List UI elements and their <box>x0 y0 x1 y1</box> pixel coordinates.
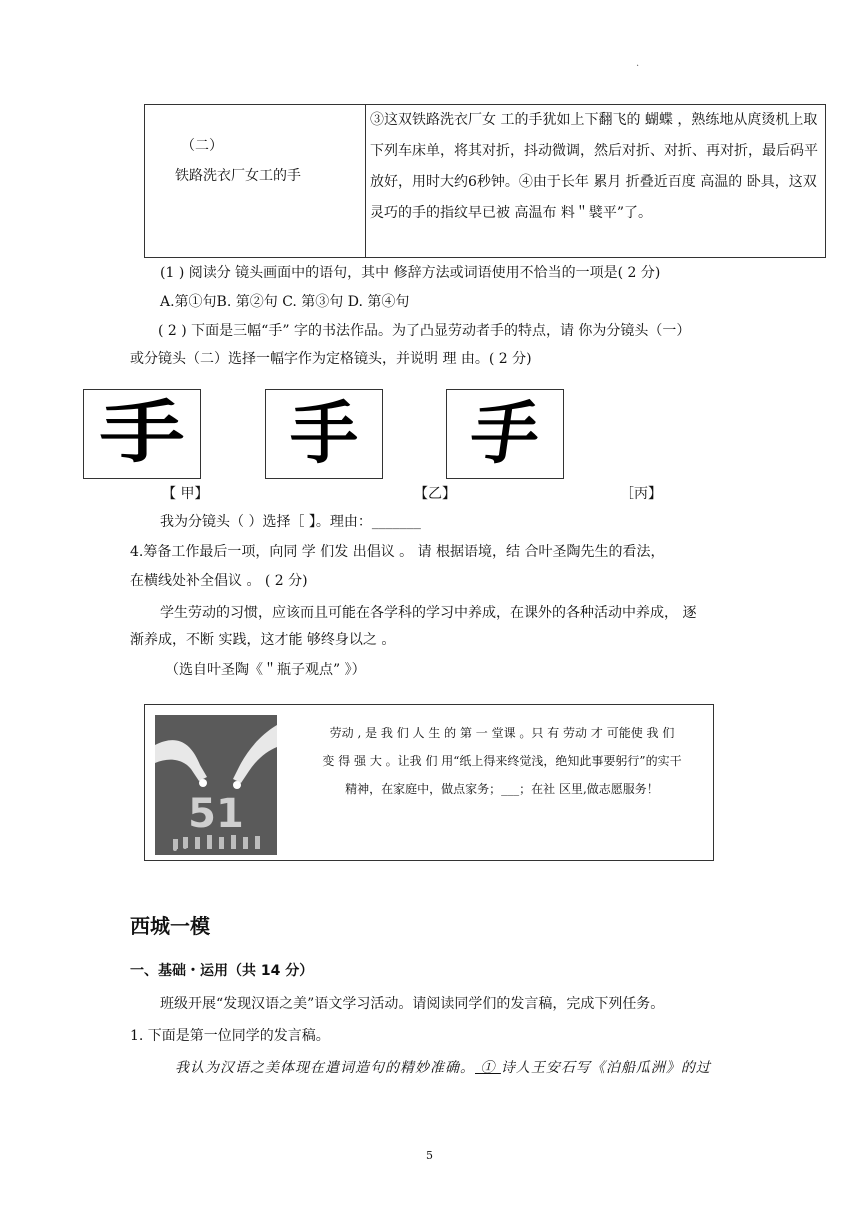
labor-day-image <box>155 715 277 855</box>
question-2-line1: ( 2 ) 下面是三幅“手” 字的书法作品。为了凸显劳动者手的特点，请 你为分镜头（一） <box>158 323 691 339</box>
calligraphy-glyph-b: 手 <box>289 394 358 474</box>
poster-box <box>144 704 714 861</box>
speech-before: 我认为汉语之美体现在遣词造句的精妙准确。 <box>175 1060 475 1076</box>
table-divider <box>365 105 366 257</box>
speech-after: 诗人王安石写《泊船瓜洲》的过 <box>500 1060 711 1076</box>
question-4-line1: 4.筹备工作最后一项，向同 学 们发 出倡议 。 请 根据语境，结 合叶圣陶先生的看法， <box>130 544 665 560</box>
question-2-line2: 或分镜头（二）选择一幅字作为定格镜头，并说明 理 由。( 2 分) <box>130 351 532 367</box>
quote-source: （选自叶圣陶《＂瓶子观点” 》） <box>165 662 366 678</box>
section-subtitle: 一、基础・运用（共 14 分） <box>130 963 314 979</box>
question-4-line2: 在横线处补全倡议 。 ( 2 分) <box>130 573 308 589</box>
speech-text <box>175 1058 711 1078</box>
poster-text-line3: 精神，在家庭中，做点家务；___；在社 区里,做志愿服务！ <box>345 782 659 796</box>
poster-text-line2: 变 得 强 大 。让我 们 用“纸上得来终觉浅，绝知此事要躬行”的实干 <box>322 754 682 768</box>
table-right-text: ③这双铁路洗衣厂女 工的手犹如上下翻飞的 蝴蝶 ，熟练地从庹烫机上取下列车床单，将其对折，抖动微调，然后对折、对折、再对折，最后码平放好，用时大约6秒钟。④由于长年 累月 折叠近百度 高温的 卧具，这双灵巧的手的指纹早已被 高温布 料＂襞平”了。 <box>370 112 818 221</box>
quote-line2: 渐养成，不断 实践，这才能 够终身以之 。 <box>130 632 396 648</box>
table-left-heading: （二） <box>181 138 223 154</box>
calligraphy-glyph-a: 手 <box>99 394 185 473</box>
calligraphy-label-b: 【乙】 <box>414 486 456 502</box>
shot-table <box>144 104 826 258</box>
question-1-options: A.第①句B. 第②句 C. 第③句 D. 第④句 <box>160 294 410 310</box>
table-left-title: 铁路洗衣厂女工的手 <box>175 168 301 184</box>
header-dot: . <box>636 58 640 69</box>
calligraphy-box-a <box>83 389 201 479</box>
page-number: 5 <box>426 1149 433 1162</box>
calligraphy-box-b <box>265 389 383 479</box>
task-1: 1. 下面是第一位同学的发言稿。 <box>130 1028 330 1044</box>
calligraphy-glyph-c: 手 <box>465 396 545 472</box>
poster-text-line1: 劳动 , 是 我 们 人 生 的 第 一 堂课 。只 有 劳动 才 可能使 我 们 <box>329 726 675 740</box>
labor-day-number: 51 <box>188 791 244 837</box>
section-intro: 班级开展“发现汉语之美”语文学习活动。请阅读同学们的发言稿，完成下列任务。 <box>160 996 665 1012</box>
speech-blank: ① <box>475 1060 501 1076</box>
answer-line: 我为分镜头（ ）选择［ 】。理由：_______ <box>160 514 421 530</box>
labor-day-illustration <box>155 715 277 855</box>
calligraphy-label-a: 【 甲】 <box>162 486 209 502</box>
calligraphy-box-c <box>446 389 564 479</box>
quote-line1: 学生劳动的习惯，应该而且可能在各学科的学习中养成，在课外的各种活动中养成， 逐 <box>160 605 697 621</box>
section-title: 西城一模 <box>130 914 210 938</box>
question-1: (1 ) 阅读分 镜头画面中的语句，其中 修辞方法或词语使用不恰当的一项是( 2 分) <box>160 265 661 281</box>
calligraphy-label-c: ［丙】 <box>620 486 662 502</box>
